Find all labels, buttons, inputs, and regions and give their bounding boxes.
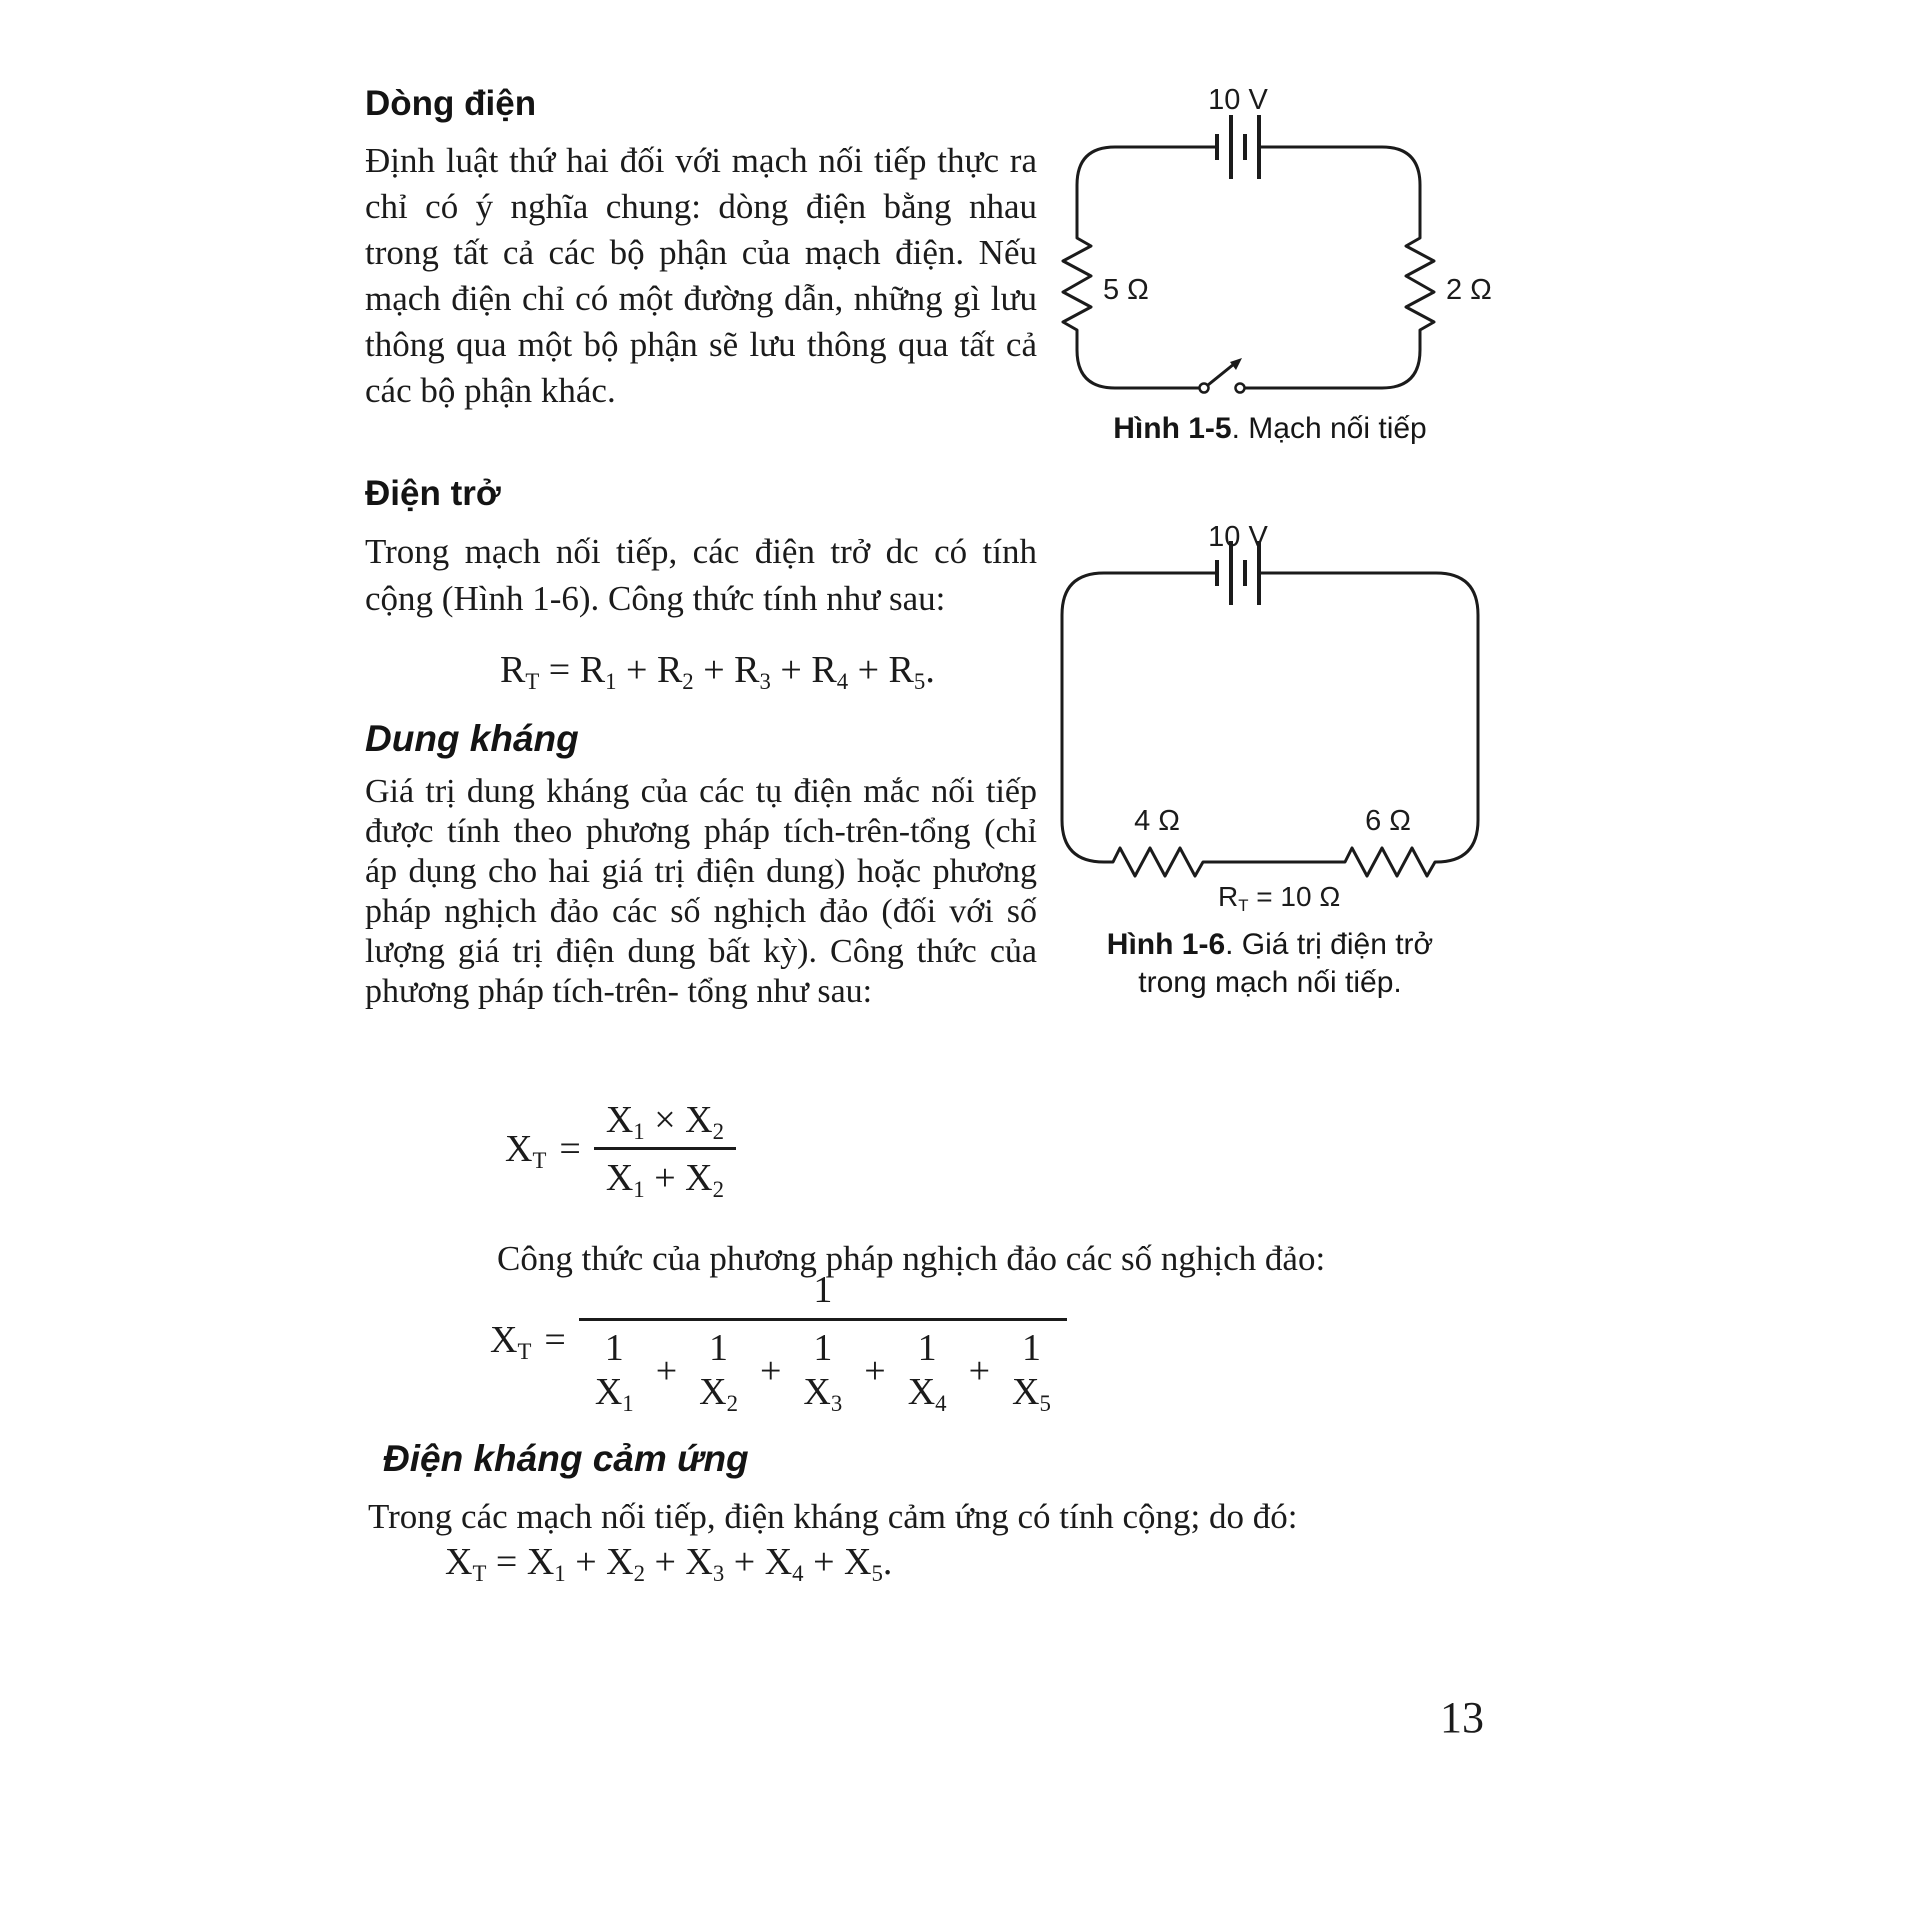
heading-dien-tro: Điện trở: [365, 474, 501, 513]
circuit-loop-wire: [1063, 147, 1434, 388]
switch-terminal: [1200, 384, 1209, 393]
figure-caption-number: Hình 1-6: [1106, 928, 1226, 961]
switch-terminal: [1236, 384, 1245, 393]
sub-fraction: 1 $X_2$: [699, 1327, 738, 1416]
fraction-denominator: $X_1 + X_2$: [594, 1147, 736, 1200]
plus-sign: +: [759, 1349, 782, 1392]
figure-1-5: [860, 78, 1492, 468]
plus-sign: +: [813, 1541, 835, 1583]
formula-term: $R_5$.: [888, 649, 935, 694]
formula-resistance-sum: [500, 648, 935, 692]
heading-dung-khang: Dung kháng: [365, 718, 579, 759]
equals-sign: =: [559, 1128, 581, 1170]
left-resistor-label: 5 Ω: [1103, 274, 1149, 306]
sub-fraction: 1 $X_1$: [594, 1327, 634, 1416]
figure-caption-line2: trong mạch nối tiếp.: [1138, 966, 1402, 999]
formula-term: $R_2$: [656, 649, 694, 694]
sub-fraction: 1 $X_4$: [907, 1327, 947, 1416]
plus-sign: +: [575, 1541, 597, 1583]
figure-caption-number: Hình 1-5: [1113, 412, 1232, 445]
sub-fraction: 1 $X_5$: [1012, 1327, 1051, 1416]
equals-sign: =: [495, 1541, 518, 1583]
plus-sign: +: [655, 1349, 678, 1392]
plus-sign: +: [968, 1349, 991, 1392]
fraction-numerator: 1: [813, 1269, 833, 1311]
formula-term: $X_5$.: [844, 1541, 893, 1586]
formula-term: $R_4$: [811, 649, 849, 694]
battery-voltage-label: 10 V: [1208, 84, 1268, 116]
paragraph-dien-tro: Trong mạch nối tiếp, các điện trở dc có tính cộng (Hình 1-6). Công thức tính như sau:: [365, 532, 1037, 618]
formula-term: $X_T$: [505, 1128, 547, 1173]
total-resistance-label: $R_T = 10$ Ω: [1218, 881, 1341, 916]
fraction: [594, 1098, 736, 1200]
paragraph-dong-dien: Định luật thứ hai đối với mạch nối tiếp thực ra chỉ có ý nghĩa chung: dòng điện bằng nhau trong tất cả các bộ phận của mạch điện. Nếu mạch điện chỉ có một đường dẫn, những gì lưu thông qua một bộ phận sẽ lưu thông qua tất cả các bộ phận khác.: [365, 141, 1037, 410]
paragraph-dien-khang: Trong các mạch nối tiếp, điện kháng cảm ứng có tính cộng; do đó:: [368, 1497, 1298, 1536]
switch-blade: [1208, 364, 1234, 385]
formula-term: $R_T$: [500, 649, 540, 694]
right-resistor-label: 2 Ω: [1446, 274, 1492, 306]
equals-sign: =: [544, 1319, 566, 1362]
reciprocal-intro-line: Công thức của phương pháp nghịch đảo các số nghịch đảo:: [497, 1239, 1326, 1278]
formula-term: $X_T$: [490, 1319, 532, 1365]
battery-voltage-label: 10 V: [1208, 521, 1268, 553]
right-resistor-label: 6 Ω: [1365, 805, 1411, 837]
figure-1-6: [1040, 515, 1500, 1015]
formula-term: $X_2$: [606, 1541, 645, 1586]
fraction-denominator: [579, 1318, 1067, 1416]
series-circuit-diagram: [860, 78, 1480, 468]
fraction: [579, 1268, 1067, 1416]
formula-term: $R_1$: [579, 649, 617, 694]
sub-fraction: 1 $X_3$: [803, 1327, 843, 1416]
plus-sign: +: [703, 649, 725, 691]
formula-product-over-sum: [505, 1098, 736, 1200]
formula-term: $X_4$: [764, 1541, 804, 1586]
figure-caption: [1040, 928, 1500, 962]
formula-reciprocal-of-reciprocals: [490, 1268, 1067, 1416]
heading-dong-dien: Dòng điện: [365, 84, 537, 123]
plus-sign: +: [733, 1541, 756, 1583]
plus-sign: +: [626, 649, 648, 691]
left-resistor-label: 4 Ω: [1134, 805, 1180, 837]
figure-caption-text: . Giá trị điện trở: [1225, 928, 1434, 961]
figure-caption-text: . Mạch nối tiếp: [1231, 412, 1427, 445]
equals-sign: =: [548, 649, 571, 691]
formula-term: $X_1$: [526, 1541, 566, 1586]
formula-inductive-reactance-sum: [445, 1540, 892, 1584]
formula-term: $X_3$: [685, 1541, 725, 1586]
switch-arrow-icon: [1230, 358, 1242, 370]
page-number: 13: [1440, 1693, 1484, 1742]
heading-dien-khang-cam-ung: Điện kháng cảm ứng: [383, 1438, 749, 1479]
plus-sign: +: [654, 1541, 676, 1583]
figure-caption: [1040, 412, 1500, 446]
formula-term: $R_3$: [734, 649, 771, 694]
fraction-numerator: $X_1 \times X_2$: [605, 1099, 724, 1144]
formula-term: $X_T$: [445, 1541, 487, 1586]
plus-sign: +: [864, 1349, 886, 1392]
plus-sign: +: [857, 649, 880, 691]
plus-sign: +: [780, 649, 802, 691]
paragraph-dung-khang: Giá trị dung kháng của các tụ điện mắc nối tiếp được tính theo phương pháp tích-trên-tổng (chỉ áp dụng cho hai giá trị điện dung) hoặc phương pháp nghịch đảo các số nghịch đảo (đối với số lượng giá trị điện dung bất kỳ). Công thức của phương pháp tích-trên- tổng như sau:: [365, 773, 1037, 1010]
